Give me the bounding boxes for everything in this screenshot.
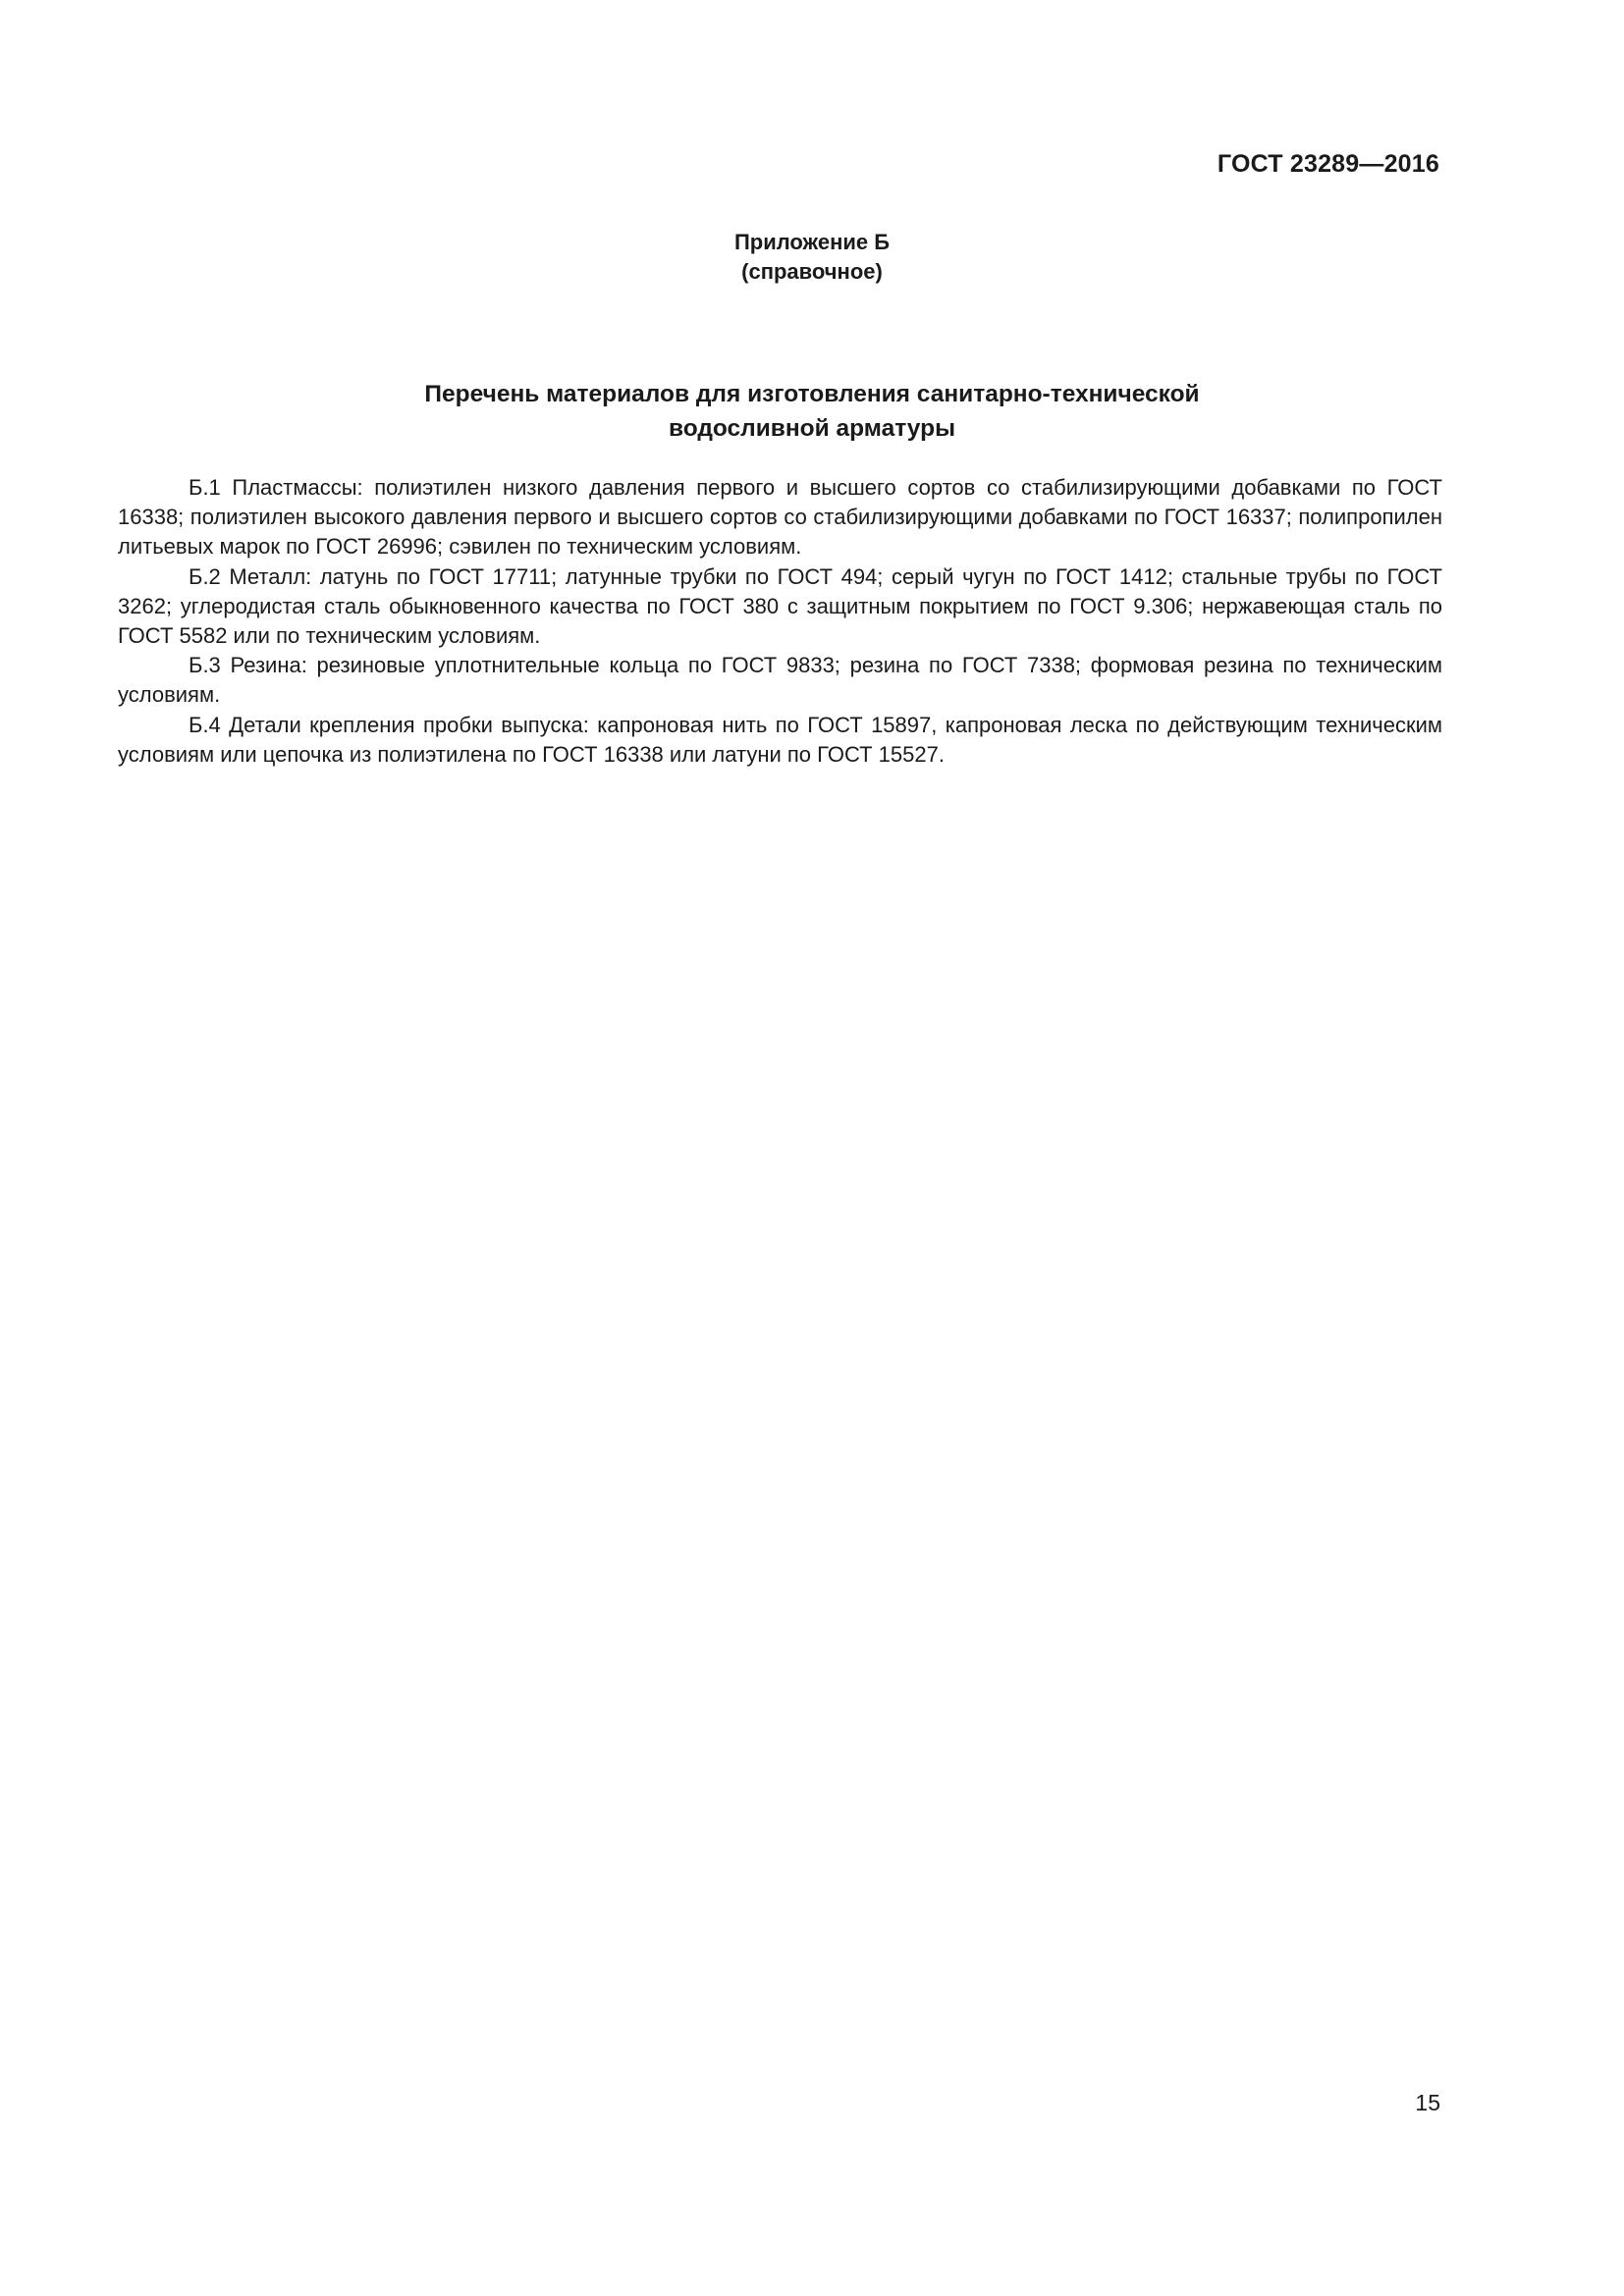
appendix-heading [0, 228, 1624, 287]
paragraph-b1: Б.1 Пластмассы: полиэтилен низкого давления первого и высшего сортов со стабилизирующими добавками по ГОСТ 16338; полиэтилен высокого давления первого и высшего сортов со стабилизирующими добавками по ГОСТ 16337; полипропилен литьевых марок по ГОСТ 26996; сэвилен по техническим условиям. [118, 475, 1442, 560]
paragraph-b4: Б.4 Детали крепления пробки выпуска: капроновая нить по ГОСТ 15897, капроновая леска по действующим техническим условиям или цепочка из полиэтилена по ГОСТ 16338 или латуни по ГОСТ 15527. [118, 712, 1442, 767]
paragraph-b3: Б.3 Резина: резиновые уплотнительные кольца по ГОСТ 9833; резина по ГОСТ 7338; формовая резина по техническим условиям. [118, 653, 1442, 708]
document-code: ГОСТ 23289—2016 [1217, 150, 1439, 178]
section-title [0, 377, 1624, 446]
section-title-line-2: водосливной арматуры [668, 415, 955, 442]
body-text [118, 473, 1442, 770]
appendix-label: Приложение Б [733, 230, 891, 254]
section-title-line-1: Перечень материалов для изготовления санитарно-технической [424, 381, 1200, 407]
appendix-type: (справочное) [741, 259, 883, 284]
page-number: 15 [1415, 2090, 1440, 2115]
paragraph-b2: Б.2 Металл: латунь по ГОСТ 17711; латунные трубки по ГОСТ 494; серый чугун по ГОСТ 1412; стальные трубы по ГОСТ 3262; углеродистая сталь обыкновенного качества по ГОСТ 380 с защитным покрытием по ГОСТ 9.306; нержавеющая сталь по ГОСТ 5582 или по техническим условиям. [118, 563, 1442, 649]
